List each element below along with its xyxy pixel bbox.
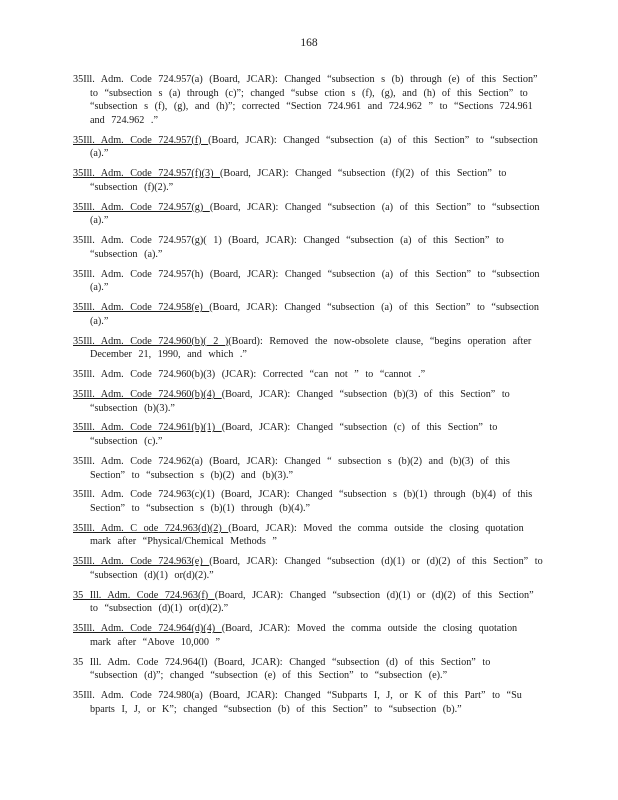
citation: 35Ill. Adm. Code 724.957(g)( 1): [73, 235, 222, 247]
citation: 35Ill. Adm. Code 724.957(g): [73, 201, 210, 213]
citation: 35Ill. Adm. C ode 724.963(d)(2): [73, 522, 229, 534]
entry-text: (Board, JCAR): Moved the comma outside the closing quotation mark after “Physical/Chemical Methods ”: [90, 522, 524, 548]
citation: 35Ill. Adm. Code 724.962(a): [73, 455, 203, 467]
amendment-entry: [73, 73, 543, 127]
citation: 35Ill. Adm. Code 724.963(c)(1): [73, 489, 215, 501]
amendment-entry: [73, 488, 543, 515]
entry-text: (Board, JCAR): Changed “subsection (a) of this Section” to “subsection (a).”: [90, 201, 540, 227]
amendment-entry: [73, 268, 543, 295]
page-number: 168: [300, 37, 318, 49]
citation: 35Ill. Adm. Code 724.960(b)(3): [73, 369, 216, 381]
citation: 35Ill. Adm. Code 724.964(d)(4): [73, 623, 222, 635]
entry-text: (Board): Removed the now-obsolete clause, “begins operation after December 21, 1990, and which .”: [90, 335, 532, 361]
entry-text: (Board, JCAR): Changed “subsection (d)(1) or (d)(2) of this Section” to “subsection (d)(1) or(d)(2).”: [90, 556, 543, 581]
amendment-entry: [73, 301, 543, 328]
amendment-entry: [73, 201, 543, 228]
amendment-entry: [73, 388, 543, 415]
amendment-entry: [73, 368, 543, 382]
amendment-entry: [73, 522, 543, 549]
amendment-entry: [73, 689, 543, 716]
citation: 35Ill. Adm. Code 724.957(f): [73, 134, 209, 146]
citation: 35Ill. Adm. Code 724.958(e): [73, 302, 210, 314]
entry-text: (Board, JCAR): Changed “subsection s (b)(1) through (b)(4) of this Section” to “subsection s (b)(1) through (b)(4).”: [90, 489, 533, 514]
entry-text: (JCAR): Corrected “can not ” to “cannot .”: [215, 369, 426, 381]
entry-text: (Board, JCAR): Moved the comma outside the closing quotation mark after “Above 10,000 ”: [90, 623, 518, 648]
citation: 35 Ill. Adm. Code 724.963(f): [73, 589, 215, 601]
citation: 35Ill. Adm. Code 724.957(f)(3): [73, 168, 221, 180]
entry-text: (Board, JCAR): Changed “subsection (c) of this Section” to “subsection (c).”: [90, 422, 498, 448]
citation: 35Ill. Adm. Code 724.957(h): [73, 268, 204, 280]
citation: 35Ill. Adm. Code 724.960(b)( 2 ): [73, 335, 229, 347]
entry-text: (Board, JCAR): Changed “subsection (d) of this Section” to “subsection (d)”; changed “subsection (e) of this Section” to “subsection (e).”: [90, 656, 491, 682]
entry-text: (Board, JCAR): Changed “subsection (f)(2) of this Section” to “subsection (f)(2).”: [90, 168, 507, 193]
amendment-entry: [73, 656, 543, 683]
entry-text: (Board, JCAR): Changed “subsection (a) of this Section” to “subsection (a).”: [90, 134, 538, 160]
entry-text: (Board, JCAR): Changed “subsection (a) of this Section” to “subsection (a).”: [90, 235, 504, 260]
entry-text: (Board, JCAR): Changed “ subsection s (b)(2) and (b)(3) of this Section” to “subsection s (b)(2) and (b)(3).”: [90, 455, 510, 481]
amendment-list: [73, 73, 543, 723]
amendment-entry: [73, 421, 543, 448]
amendment-entry: [73, 335, 543, 362]
entry-text: (Board, JCAR): Changed “subsection (a) of this Section” to “subsection (a).”: [90, 302, 539, 327]
amendment-entry: [73, 589, 543, 616]
entry-text: (Board, JCAR): Changed “subsection (b)(3) of this Section” to “subsection (b)(3).”: [90, 388, 510, 414]
citation: 35Ill. Adm. Code 724.961(b)(1): [73, 422, 222, 434]
amendment-entry: [73, 167, 543, 194]
entry-text: (Board, JCAR): Changed “subsection (d)(1) or (d)(2) of this Section” to “subsection (d)(1) or(d)(2).”: [90, 589, 534, 615]
citation: 35Ill. Adm. Code 724.963(e): [73, 556, 210, 568]
citation: 35Ill. Adm. Code 724.980(a): [73, 690, 203, 702]
citation: 35Ill. Adm. Code 724.960(b)(4): [73, 388, 222, 400]
entry-text: (Board, JCAR): Changed “subsection (a) of this Section” to “subsection (a).”: [90, 268, 540, 294]
amendment-entry: [73, 555, 543, 582]
entry-text: (Board, JCAR): Changed “subsection s (b) through (e) of this Section” to “subsection s (a) through (c)”; changed “subse ction s (f), (g), and (h) of this Section” to “subsection s (f), (g), and (h)”; corrected “Section 724.961 and 724.962 ” to “Sections 724.961 and 724.962 .”: [90, 74, 538, 126]
amendment-entry: [73, 455, 543, 482]
citation: 35 Ill. Adm. Code 724.964(l): [73, 656, 208, 668]
amendment-entry: [73, 622, 543, 649]
entry-text: (Board, JCAR): Changed “Subparts I, J, or K of this Part” to “Su bparts I, J, or K”; changed “subsection (b) of this Section” to “subsection (b).”: [90, 690, 522, 715]
citation: 35Ill. Adm. Code 724.957(a): [73, 74, 203, 85]
amendment-entry: [73, 234, 543, 261]
amendment-entry: [73, 134, 543, 161]
